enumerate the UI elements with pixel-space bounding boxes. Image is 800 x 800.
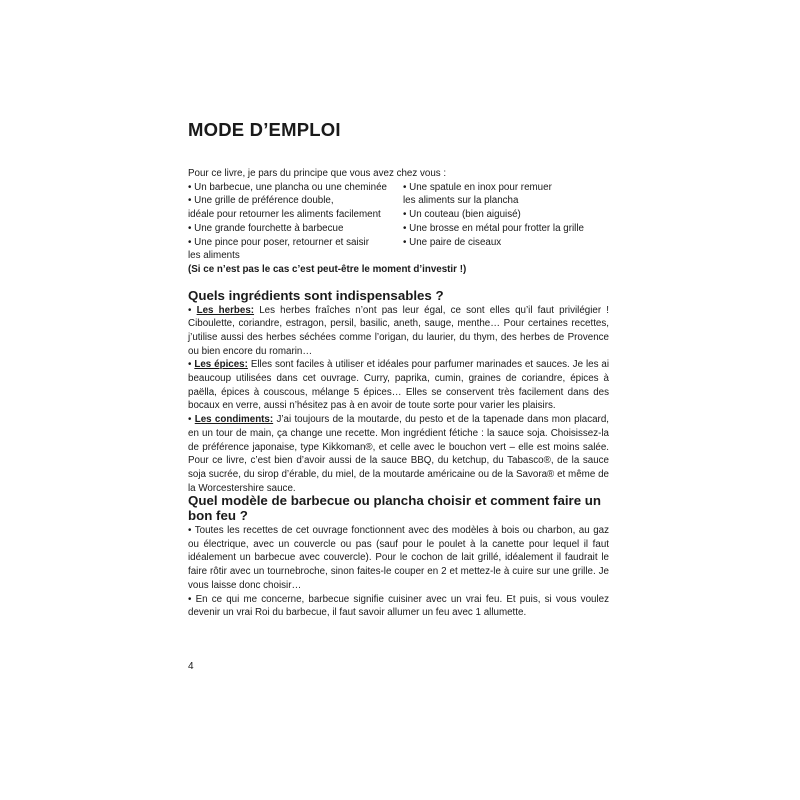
bullet: • — [188, 359, 195, 371]
paragraph-text: Les herbes fraîches n’ont pas leur égal, ce sont elles qu’il faut privilégier ! Ciboulette, coriandre, estragon, persil, basilic, aneth, sauge, menthe… Pour certaines recettes, j’utilise aussi des herbes séchées comme l’origan, du laurier, du thym, des herbes de Provence ou bien encore du romarin… — [188, 304, 609, 357]
equipment-column-left — [188, 181, 403, 263]
intro-note: (Si ce n’est pas le cas c’est peut-être le moment d’investir !) — [188, 263, 467, 275]
list-item: • Une spatule en inox pour remuer — [403, 181, 552, 193]
ingredient-paragraph-condiments — [188, 413, 609, 495]
equipment-column-right — [403, 181, 609, 263]
list-item: • Une brosse en métal pour frotter la grille — [403, 222, 584, 234]
intro-block — [188, 167, 609, 277]
ingredient-paragraph-spices — [188, 358, 609, 413]
list-item: • Un couteau (bien aiguisé) — [403, 209, 521, 221]
paragraph-text: Elles sont faciles à utiliser et idéales pour parfumer marinades et sauces. Je les ai beaucoup utilisées dans cet ouvrage. Curry, paprika, cumin, graines de coriandre, épices à paëlla, épices à couscous, mélange 5 épices… Elles se conservent très facilement dans des bocaux en verre, aussi n’hésitez pas à en avoir de toute sorte pour varier les plaisirs. — [188, 359, 609, 412]
page-title: MODE D’EMPLOI — [188, 119, 341, 140]
list-item: • Une pince pour poser, retourner et saisir — [188, 236, 369, 248]
bullet: • — [188, 414, 195, 426]
paragraph-label: Les épices: — [194, 359, 248, 371]
equipment-list — [188, 181, 609, 263]
bullet: • — [188, 304, 197, 316]
list-item: • Une grande fourchette à barbecue — [188, 222, 344, 234]
section-heading-barbecue: Quel modèle de barbecue ou plancha choisir et comment faire un bon feu ? — [188, 493, 602, 523]
list-item: les aliments — [188, 250, 240, 262]
paragraph-label: Les condiments: — [194, 414, 274, 426]
barbecue-paragraph-fire: • En ce qui me concerne, barbecue signifie cuisiner avec un vrai feu. Et puis, si vous voulez devenir un vrai Roi du barbecue, il faut savoir allumer un feu avec 1 allumette. — [188, 593, 609, 619]
list-item: les aliments sur la plancha — [403, 195, 519, 207]
intro-lead: Pour ce livre, je pars du principe que vous avez chez vous : — [188, 168, 447, 179]
list-item: • Un barbecue, une plancha ou une cheminée — [188, 181, 387, 193]
paragraph-label: Les herbes: — [196, 304, 255, 316]
list-item: • Une paire de ciseaux — [403, 236, 502, 248]
section-heading-ingredients: Quels ingrédients sont indispensables ? — [188, 288, 444, 303]
barbecue-section — [188, 494, 609, 620]
page-number: 4 — [188, 661, 194, 672]
barbecue-paragraph-models: • Toutes les recettes de cet ouvrage fonctionnent avec des modèles à bois ou charbon, au gaz ou électrique, avec un couvercle ou pas (sauf pour le poulet à la canette pour lequel il faut idéalement un barbecue avec couvercle). Pour le cochon de lait grillé, idéalement il faudrait le faire rôtir avec un tournebroche, sinon faites-le couper en 2 et mettez-le à cuire sur une grille. Je vous laisse donc choisir… — [188, 525, 609, 591]
ingredients-section — [188, 289, 609, 495]
list-item: idéale pour retourner les aliments facilement — [188, 209, 381, 221]
list-item: • Une grille de préférence double, — [188, 195, 334, 207]
ingredient-paragraph-herbs — [188, 304, 609, 359]
paragraph-text: J’ai toujours de la moutarde, du pesto et de la tapenade dans mon placard, en un tour de main, ça change une recette. Mon ingrédient fétiche : la sauce soja. Choisissez-la de préférence japonaise, type Kikkoman®, et celle avec le bouchon vert – elle est moins salée. Pour ce livre, c’est bien d’avoir aussi de la sauce BBQ, du ketchup, du Tabasco®, de la sauce soja sucrée, du sirop d’érable, du miel, de la moutarde américaine ou de la Savora® et même de la Worcestershire sauce. — [188, 414, 609, 494]
